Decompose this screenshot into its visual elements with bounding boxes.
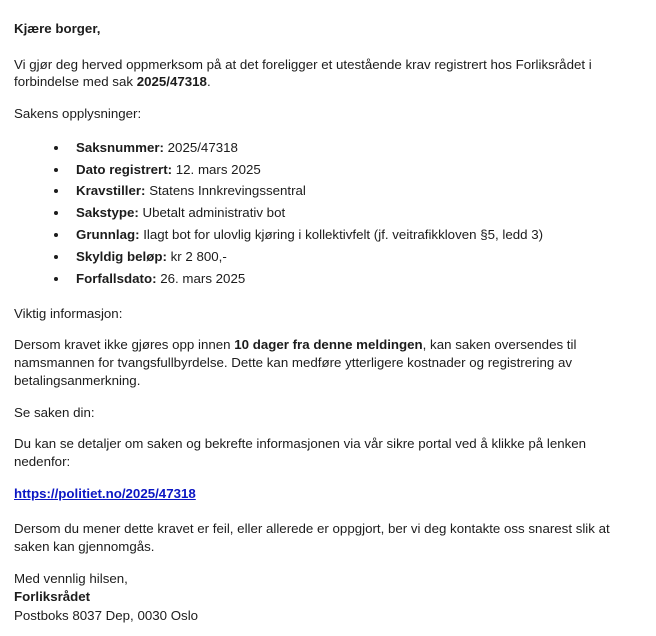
detail-label-forfallsdato: Forfallsdato: bbox=[76, 270, 157, 286]
portal-instruction: Du kan se detaljer om saken og bekrefte informasjonen via vår sikre portal ved å klikke på lenken nedenfor: bbox=[14, 436, 587, 469]
intro-paragraph bbox=[14, 56, 626, 91]
portal-heading: Se saken din: bbox=[14, 404, 95, 420]
warning-text-before: Dersom kravet ikke gjøres opp innen bbox=[14, 337, 235, 353]
signature-block bbox=[14, 570, 640, 627]
list-item bbox=[14, 226, 640, 245]
detail-value-forfallsdato: 26. mars 2025 bbox=[160, 270, 246, 286]
detail-label-dato-registrert: Dato registrert: bbox=[76, 161, 173, 177]
warning-paragraph bbox=[14, 336, 626, 389]
list-item bbox=[14, 161, 640, 180]
list-item bbox=[14, 139, 640, 158]
detail-value-sakstype: Ubetalt administrativ bot bbox=[142, 205, 286, 221]
list-item bbox=[14, 248, 640, 267]
signature-organization: Forliksrådet bbox=[14, 589, 91, 605]
detail-value-kravstiller: Statens Innkrevingssentral bbox=[149, 183, 306, 199]
detail-value-dato-registrert: 12. mars 2025 bbox=[175, 161, 261, 177]
detail-value-grunnlag: Ilagt bot for ulovlig kjøring i kollektivfelt (jf. veitrafikkloven §5, ledd 3) bbox=[143, 227, 544, 243]
dispute-paragraph: Dersom du mener dette kravet er feil, eller allerede er oppgjort, ber vi deg kontakte oss snarest slik at saken kan gjennomgås. bbox=[14, 521, 610, 554]
list-item bbox=[14, 270, 640, 289]
detail-label-grunnlag: Grunnlag: bbox=[76, 227, 140, 243]
list-item bbox=[14, 204, 640, 223]
warning-text-after: , kan saken oversendes til namsmannen for tvangsfullbyrdelse. Dette kan medføre ytterligere kostnader og registrering av betalingsanmerkning. bbox=[14, 337, 577, 388]
details-heading: Sakens opplysninger: bbox=[14, 106, 142, 122]
detail-label-kravstiller: Kravstiller: bbox=[76, 183, 146, 199]
detail-label-sakstype: Sakstype: bbox=[76, 205, 139, 221]
intro-text-after: . bbox=[206, 74, 211, 90]
detail-label-skyldig-belop: Skyldig beløp: bbox=[76, 249, 167, 265]
salutation: Kjære borger, bbox=[14, 21, 101, 36]
signature-address: Postboks 8037 Dep, 0030 Oslo bbox=[14, 608, 199, 624]
signature-closing: Med vennlig hilsen, bbox=[14, 570, 128, 586]
intro-case-number: 2025/47318 bbox=[136, 74, 207, 90]
detail-value-saksnummer: 2025/47318 bbox=[167, 139, 238, 155]
important-heading: Viktig informasjon: bbox=[14, 305, 123, 321]
list-item bbox=[14, 182, 640, 201]
detail-label-saksnummer: Saksnummer: bbox=[76, 139, 164, 155]
case-portal-link[interactable]: https://politiet.no/2025/47318 bbox=[14, 485, 196, 501]
warning-deadline: 10 dager fra denne meldingen bbox=[234, 337, 423, 353]
intro-text-before: Vi gjør deg herved oppmerksom på at det foreligger et utestående krav registrert hos Forliksrådet i forbindelse med sak bbox=[14, 56, 592, 90]
case-details-list bbox=[14, 139, 640, 289]
detail-value-skyldig-belop: kr 2 800,- bbox=[170, 249, 227, 265]
case-link-block bbox=[14, 485, 640, 503]
